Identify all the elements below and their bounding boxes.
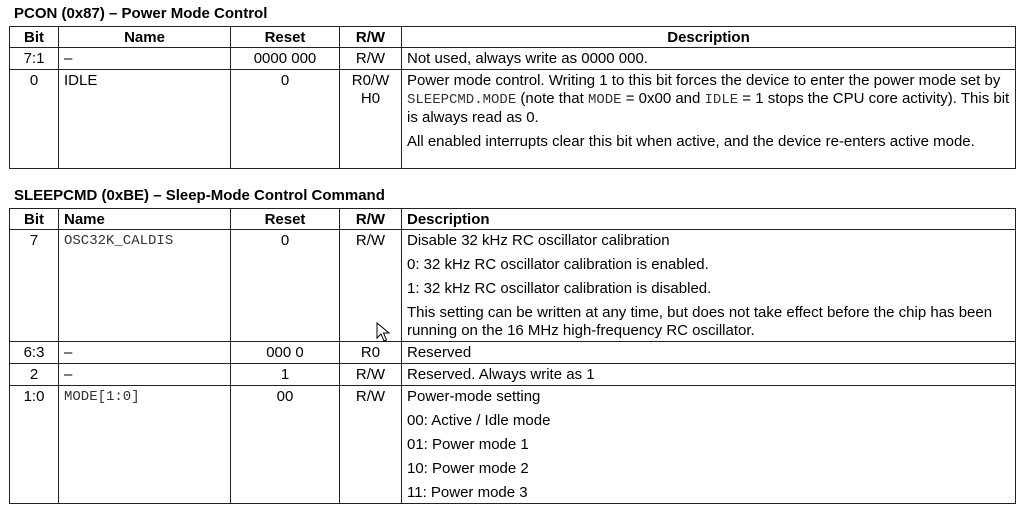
description-paragraph: All enabled interrupts clear this bit when active, and the device re-enters active mode.: [407, 133, 975, 150]
pcon-header-reset: Reset: [231, 27, 340, 48]
name-cell: OSC32K_CALDIS: [59, 230, 231, 342]
desc-text: = 0x00 and: [621, 90, 705, 107]
bit-cell: 6:3: [10, 342, 59, 364]
bit-cell: 1:0: [10, 386, 59, 504]
reset-cell: 1: [231, 364, 340, 386]
sleepcmd-header-description: Description: [402, 209, 1016, 230]
rw-cell: R/W: [340, 230, 402, 342]
desc-text: (note that: [516, 90, 588, 107]
sleepcmd-header-name: Name: [59, 209, 231, 230]
table-row: [10, 364, 1016, 386]
table-row: [10, 342, 1016, 364]
description-cell: [402, 70, 1016, 169]
rw-cell: [340, 70, 402, 169]
register-ref: IDLE: [704, 92, 739, 108]
pcon-header-bit: Bit: [10, 27, 59, 48]
description-cell: [402, 230, 1016, 342]
sleepcmd-header-rw: R/W: [340, 209, 402, 230]
bit-cell: 7:1: [10, 48, 59, 70]
description-line: 11: Power mode 3: [407, 484, 528, 501]
sleepcmd-header-reset: Reset: [231, 209, 340, 230]
description-line: This setting can be written at any time, but does not take effect before the chip has been running on the 16 MHz high-frequency RC oscillator.: [407, 304, 993, 339]
bit-cell: 7: [10, 230, 59, 342]
description-line: 0: 32 kHz RC oscillator calibration is enabled.: [407, 256, 709, 273]
name-cell: IDLE: [59, 70, 231, 169]
reset-cell: 0000 000: [231, 48, 340, 70]
description-line: 01: Power mode 1: [407, 436, 529, 453]
description-line: 00: Active / Idle mode: [407, 412, 551, 429]
table-row: [10, 70, 1016, 169]
desc-text: Power mode control. Writing 1 to this bit forces the device to enter the power mode set by: [407, 72, 1001, 89]
description-line: 10: Power mode 2: [407, 460, 529, 477]
table-row: [10, 48, 1016, 70]
name-cell: –: [59, 342, 231, 364]
reset-cell: 0: [231, 70, 340, 169]
sleepcmd-header-row: [10, 209, 1016, 230]
pcon-header-row: [10, 27, 1016, 48]
desc-text: = 1 stops the CPU core activity). This bit is always read as 0.: [407, 90, 1010, 126]
name-cell: –: [59, 48, 231, 70]
rw-cell: R/W: [340, 364, 402, 386]
name-cell: –: [59, 364, 231, 386]
description-line: Power-mode setting: [407, 388, 541, 405]
description-line: Disable 32 kHz RC oscillator calibration: [407, 232, 670, 249]
description-paragraph: [407, 72, 1010, 127]
register-ref: MODE: [587, 92, 622, 108]
reset-cell: 0: [231, 230, 340, 342]
mouse-pointer-icon: [376, 322, 390, 342]
description-cell: Not used, always write as 0000 000.: [402, 48, 1016, 70]
table-row: [10, 386, 1016, 504]
sleepcmd-header-bit: Bit: [10, 209, 59, 230]
reset-cell: 000 0: [231, 342, 340, 364]
reset-cell: 00: [231, 386, 340, 504]
rw-line: R0/W: [351, 72, 390, 89]
pcon-header-description: Description: [402, 27, 1016, 48]
bit-cell: 2: [10, 364, 59, 386]
rw-line: H0: [360, 90, 381, 107]
pcon-header-name: Name: [59, 27, 231, 48]
register-ref: SLEEPCMD.MODE: [407, 92, 517, 108]
rw-cell: R/W: [340, 48, 402, 70]
description-line: 1: 32 kHz RC oscillator calibration is disabled.: [407, 280, 712, 297]
sleepcmd-table: [9, 208, 1016, 504]
rw-cell: R0: [340, 342, 402, 364]
pcon-title: PCON (0x87) – Power Mode Control: [14, 5, 268, 22]
name-cell: MODE[1:0]: [59, 386, 231, 504]
description-cell: [402, 386, 1016, 504]
table-row: [10, 230, 1016, 342]
rw-cell: R/W: [340, 386, 402, 504]
pcon-header-rw: R/W: [340, 27, 402, 48]
description-cell: Reserved: [402, 342, 1016, 364]
description-cell: Reserved. Always write as 1: [402, 364, 1016, 386]
bit-cell: 0: [10, 70, 59, 169]
pcon-table: [9, 26, 1016, 169]
sleepcmd-title: SLEEPCMD (0xBE) – Sleep-Mode Control Command: [14, 187, 385, 204]
